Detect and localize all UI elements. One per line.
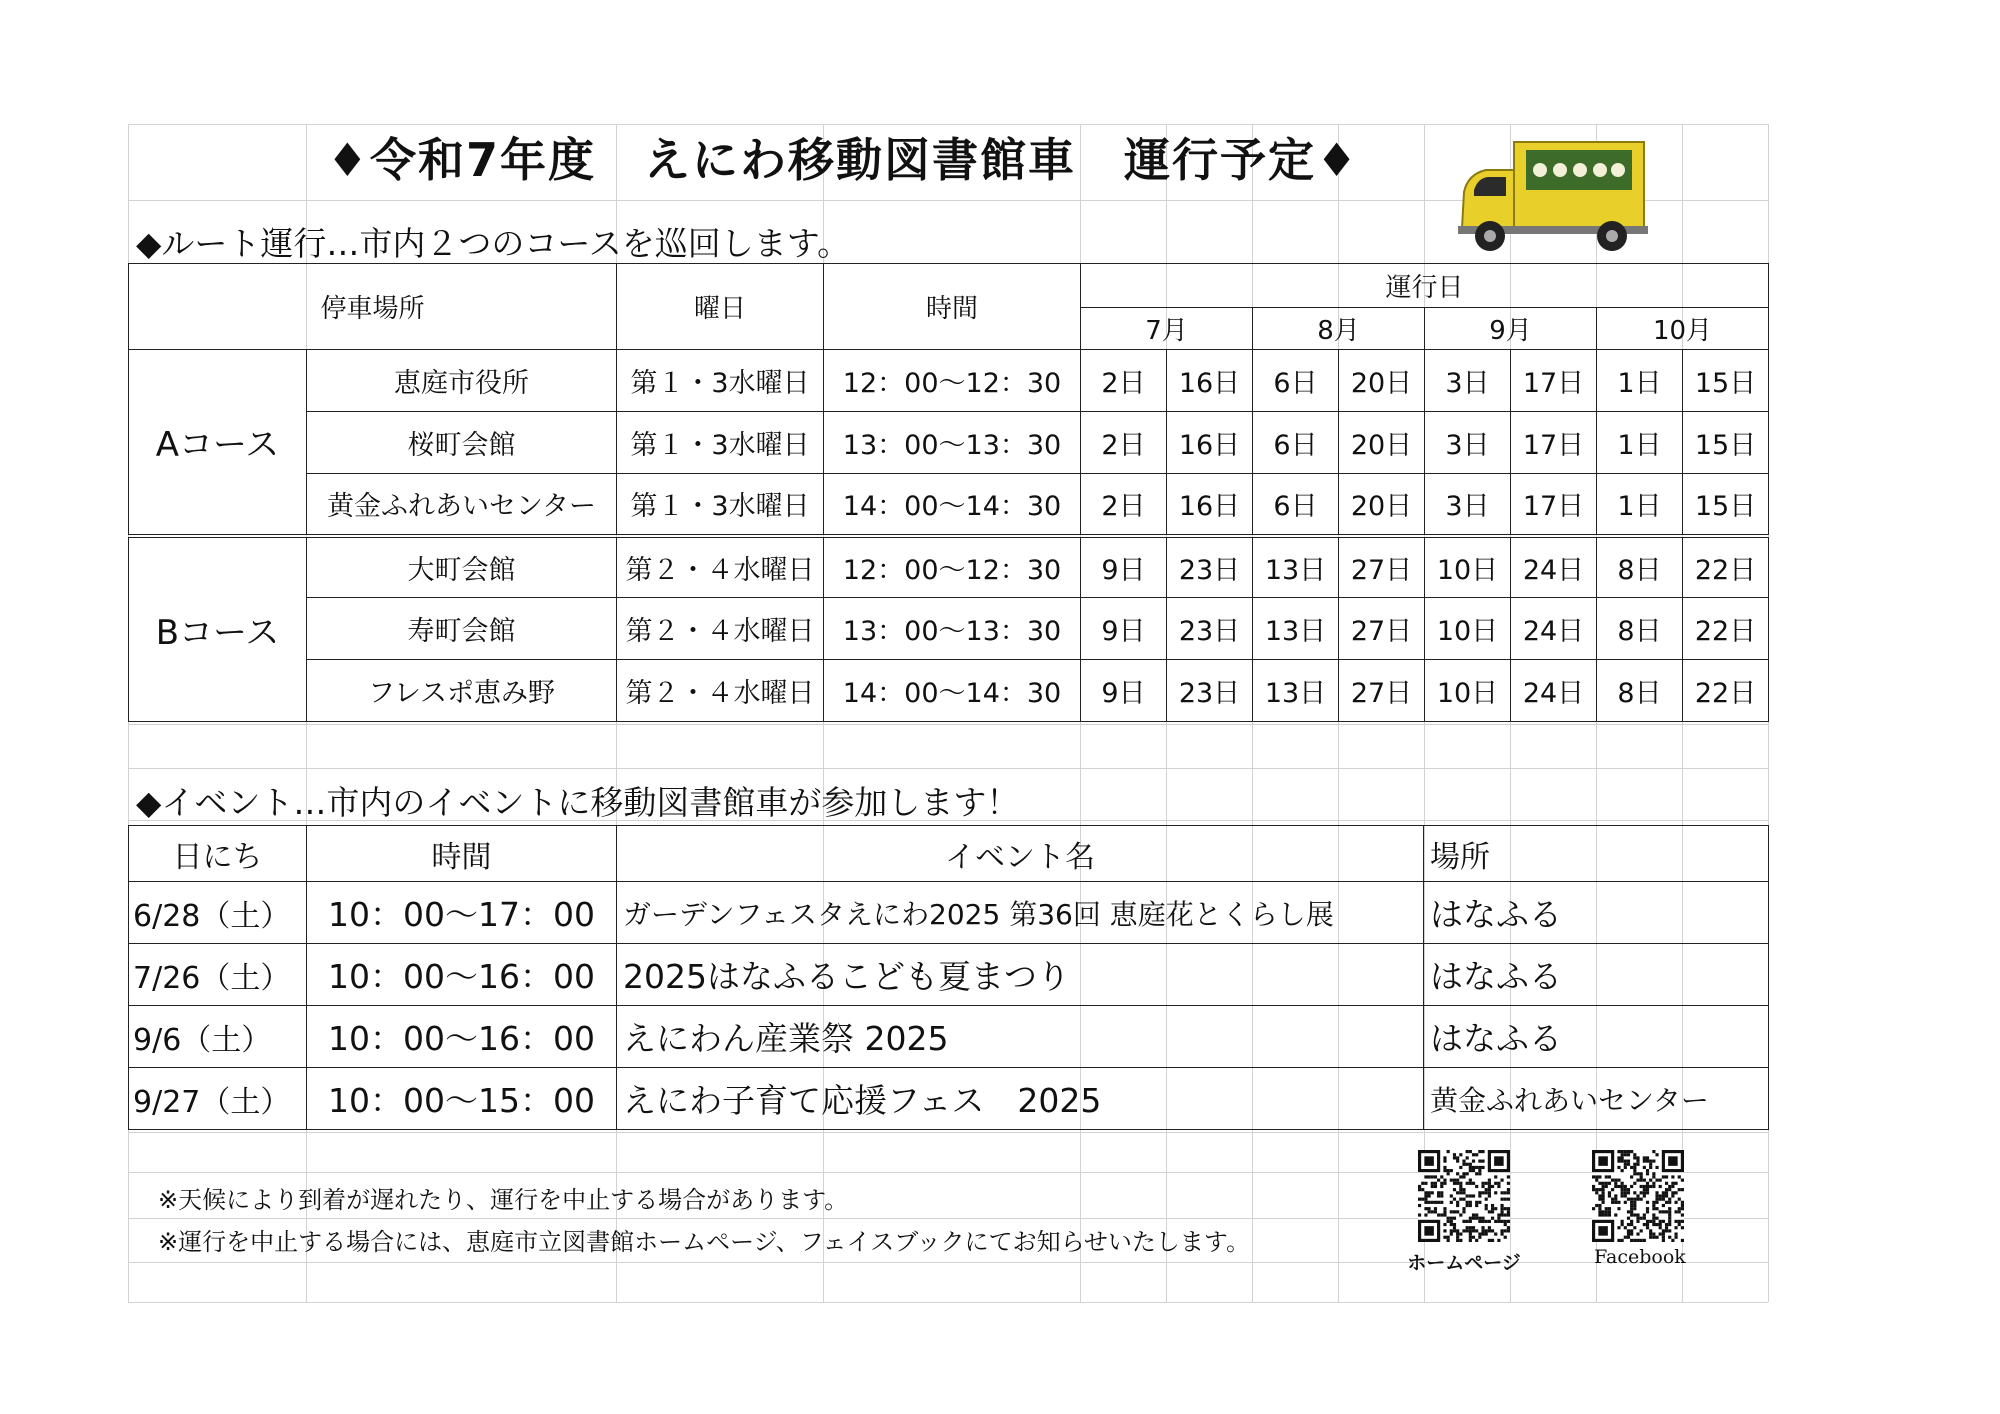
operating-day: 2日	[1081, 412, 1167, 474]
operating-day: 1日	[1597, 412, 1683, 474]
operating-day: 13日	[1253, 598, 1339, 660]
event-name: えにわん産業祭 2025	[617, 1006, 1424, 1068]
route-header-row	[129, 264, 1769, 308]
operating-day: 16日	[1167, 474, 1253, 536]
event-date: 6/28（土）	[129, 882, 307, 944]
table-row	[129, 350, 1769, 412]
event-place: はなふる	[1424, 882, 1769, 944]
stop-place: 寿町会館	[307, 598, 617, 660]
operating-day: 8日	[1597, 660, 1683, 722]
cancellation-note: ※運行を中止する場合には、恵庭市立図書館ホームページ、フェイスブックにてお知らせいたします。	[158, 1228, 1250, 1256]
table-row	[129, 598, 1769, 660]
stop-weekday: 第２・４水曜日	[617, 660, 824, 722]
operating-day: 23日	[1167, 598, 1253, 660]
stop-time: 14：00～14：30	[824, 660, 1081, 722]
operating-day: 10日	[1425, 598, 1511, 660]
grid-line	[128, 724, 1768, 725]
weekday-header: 曜日	[617, 264, 824, 350]
table-row	[129, 1068, 1769, 1130]
operating-day: 15日	[1683, 412, 1769, 474]
grid-line	[128, 1302, 1768, 1303]
event-name: ガーデンフェスタえにわ2025 第36回 恵庭花とくらし展	[617, 882, 1424, 944]
event-date: 7/26（土）	[129, 944, 307, 1006]
event-name-header: イベント名	[617, 826, 1424, 882]
qr-code-icon[interactable]	[1418, 1150, 1510, 1242]
event-name: 2025はなふるこども夏まつり	[617, 944, 1424, 1006]
event-schedule-table	[128, 825, 1769, 1130]
operating-day: 22日	[1683, 660, 1769, 722]
table-row	[129, 412, 1769, 474]
stop-place: 桜町会館	[307, 412, 617, 474]
operating-day: 6日	[1253, 350, 1339, 412]
operating-day: 22日	[1683, 536, 1769, 598]
course-name: Aコース	[129, 350, 307, 536]
month-header: 9月	[1425, 308, 1597, 350]
stop-weekday: 第２・４水曜日	[617, 598, 824, 660]
table-row	[129, 660, 1769, 722]
route-section-heading: ◆ルート運行…市内２つのコースを巡回します。	[136, 224, 851, 263]
operating-day: 13日	[1253, 536, 1339, 598]
stop-time: 13：00～13：30	[824, 412, 1081, 474]
operating-day: 8日	[1597, 598, 1683, 660]
operating-day: 6日	[1253, 474, 1339, 536]
grid-line	[128, 1172, 1768, 1173]
event-time: 10：00～15：00	[307, 1068, 617, 1130]
event-time: 10：00～17：00	[307, 882, 617, 944]
event-place: はなふる	[1424, 1006, 1769, 1068]
stop-place: 大町会館	[307, 536, 617, 598]
table-row	[129, 882, 1769, 944]
operating-day: 17日	[1511, 350, 1597, 412]
mobile-library-truck-icon	[1452, 140, 1652, 255]
time-header: 時間	[824, 264, 1081, 350]
operating-day: 10日	[1425, 536, 1511, 598]
operating-day: 3日	[1425, 474, 1511, 536]
table-row	[129, 1006, 1769, 1068]
event-place: 黄金ふれあいセンター	[1424, 1068, 1769, 1130]
stop-time: 13：00～13：30	[824, 598, 1081, 660]
operating-day: 24日	[1511, 536, 1597, 598]
event-time: 10：00～16：00	[307, 1006, 617, 1068]
event-time-header: 時間	[307, 826, 617, 882]
event-date: 9/27（土）	[129, 1068, 307, 1130]
table-row	[129, 474, 1769, 536]
operating-day: 27日	[1339, 536, 1425, 598]
event-section-heading: ◆イベント…市内のイベントに移動図書館車が参加します！	[136, 783, 1020, 822]
page-title: ♦令和7年度 えにわ移動図書館車 運行予定♦	[326, 133, 1360, 187]
operating-day: 23日	[1167, 536, 1253, 598]
grid-line	[128, 768, 1768, 769]
month-header: 8月	[1253, 308, 1425, 350]
stop-place: 黄金ふれあいセンター	[307, 474, 617, 536]
operating-day: 2日	[1081, 350, 1167, 412]
operating-day: 27日	[1339, 598, 1425, 660]
operating-day: 1日	[1597, 474, 1683, 536]
stop-place: フレスポ恵み野	[307, 660, 617, 722]
operating-day: 1日	[1597, 350, 1683, 412]
homepage-qr-label: ホームページ	[1407, 1252, 1521, 1274]
qr-code-icon[interactable]	[1592, 1150, 1684, 1242]
operating-day: 13日	[1253, 660, 1339, 722]
operating-day: 9日	[1081, 536, 1167, 598]
course-name: Bコース	[129, 536, 307, 722]
stop-time: 12：00～12：30	[824, 350, 1081, 412]
operating-day: 16日	[1167, 412, 1253, 474]
operating-day: 3日	[1425, 412, 1511, 474]
stop-weekday: 第１・3水曜日	[617, 350, 824, 412]
stop-place: 恵庭市役所	[307, 350, 617, 412]
operating-day: 17日	[1511, 412, 1597, 474]
operating-day: 27日	[1339, 660, 1425, 722]
table-row	[129, 944, 1769, 1006]
operating-day: 8日	[1597, 536, 1683, 598]
stop-time: 14：00～14：30	[824, 474, 1081, 536]
event-date-header: 日にち	[129, 826, 307, 882]
month-header: 7月	[1081, 308, 1253, 350]
operating-day: 9日	[1081, 598, 1167, 660]
stop-weekday: 第１・3水曜日	[617, 412, 824, 474]
operating-day: 15日	[1683, 474, 1769, 536]
grid-line	[128, 1218, 1768, 1219]
stop-weekday: 第２・４水曜日	[617, 536, 824, 598]
operating-day: 20日	[1339, 412, 1425, 474]
operating-day: 22日	[1683, 598, 1769, 660]
operating-day: 23日	[1167, 660, 1253, 722]
operating-day: 9日	[1081, 660, 1167, 722]
stop-time: 12：00～12：30	[824, 536, 1081, 598]
operating-day: 16日	[1167, 350, 1253, 412]
event-date: 9/6（土）	[129, 1006, 307, 1068]
operating-day: 20日	[1339, 350, 1425, 412]
event-time: 10：00～16：00	[307, 944, 617, 1006]
weather-note: ※天候により到着が遅れたり、運行を中止する場合があります。	[158, 1186, 849, 1214]
stop-weekday: 第１・3水曜日	[617, 474, 824, 536]
operating-day: 20日	[1339, 474, 1425, 536]
table-row	[129, 536, 1769, 598]
operating-day: 6日	[1253, 412, 1339, 474]
event-place-header: 場所	[1424, 826, 1769, 882]
operating-day: 3日	[1425, 350, 1511, 412]
operating-days-header: 運行日	[1081, 264, 1769, 308]
operating-day: 15日	[1683, 350, 1769, 412]
operating-day: 24日	[1511, 598, 1597, 660]
month-header: 10月	[1597, 308, 1769, 350]
facebook-qr-label: Facebook	[1594, 1246, 1686, 1268]
grid-line	[128, 1132, 1768, 1133]
operating-day: 17日	[1511, 474, 1597, 536]
event-header-row	[129, 826, 1769, 882]
event-name: えにわ子育て応援フェス 2025	[617, 1068, 1424, 1130]
route-schedule-table	[128, 263, 1769, 722]
stop-header: 停車場所	[129, 264, 617, 350]
operating-day: 24日	[1511, 660, 1597, 722]
operating-day: 2日	[1081, 474, 1167, 536]
operating-day: 10日	[1425, 660, 1511, 722]
event-place: はなふる	[1424, 944, 1769, 1006]
